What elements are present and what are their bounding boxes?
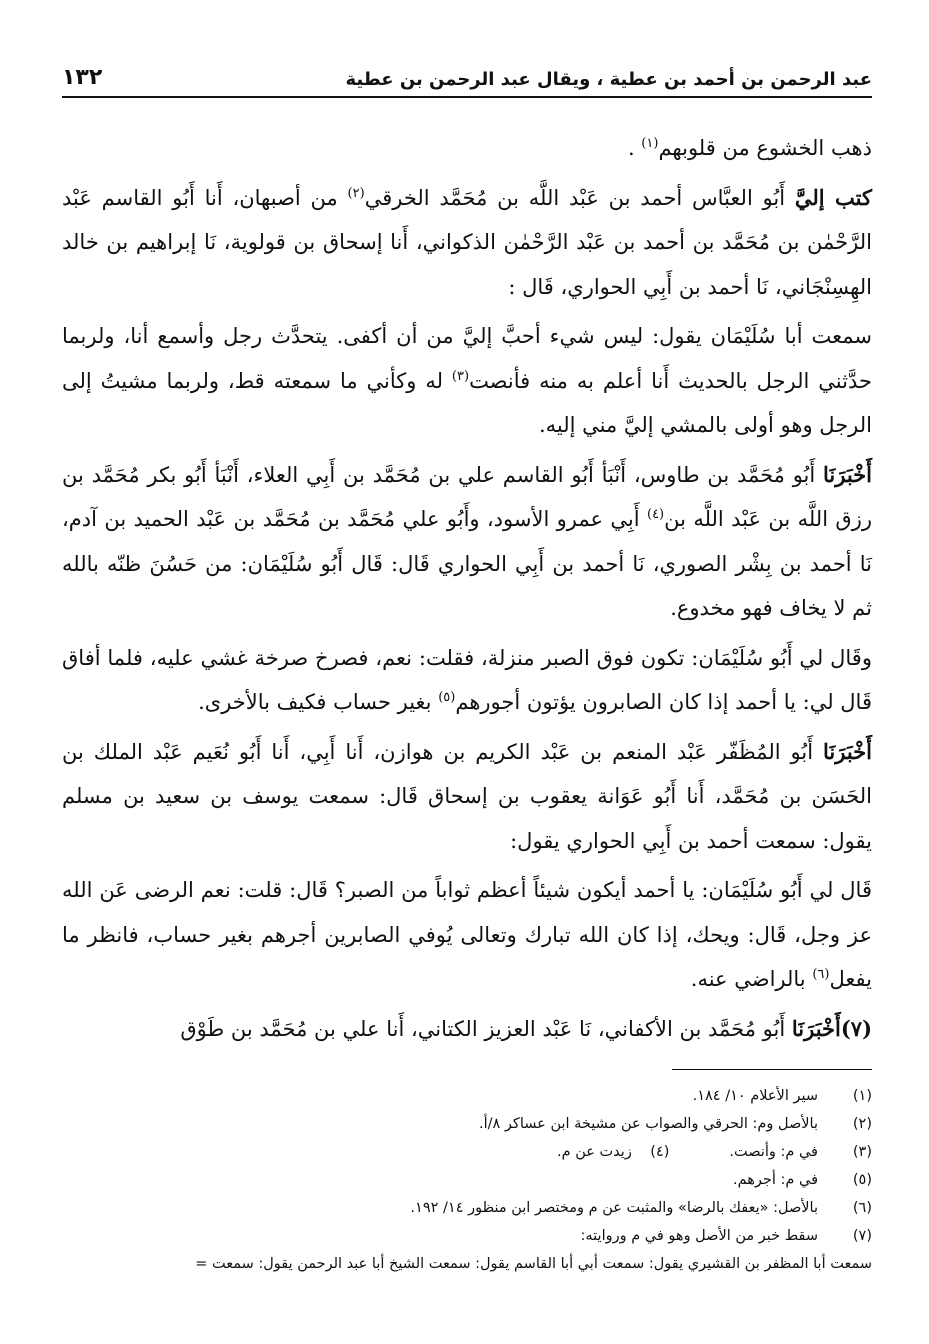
isnad-lead: أَخْبَرَنَا xyxy=(823,738,872,764)
paragraph: أَخْبَرَنَا أَبُو المُظَفّر عَبْد المنعم بن عَبْد الكريم بن هوازن، أَنا أَبِي، أَنا أَبُو نُعَيم عَبْد الملك بن الحَسَن بن مُحَمَّد، أَنا أَبُو عَوَانة يعقوب بن إسحاق قَال: سمعت يوسف بن سعيد بن مسلم يقول: سمعت أحمد بن أَبِي الحواري يقول: xyxy=(62,738,872,853)
footnote: (٢) بالأصل وم: الحرقي والصواب عن مشيخة ابن عساكر ٨/أ. xyxy=(478,1116,872,1132)
paragraph: سمعت أبا سُلَيْمَان يقول: ليس شيء أحبَّ إليَّ من أن أكفى. يتحدَّث رجل وأسمع أنا، ولربما حدَّثني الرجل بالحديث أَنا أعلم به منه فأنصت$^{(٣)}$ له وكأني ما سمعته قط، ولربما مشيتُ إلى الرجل وهو أولى بالمشي إليَّ مني إليه. xyxy=(62,324,872,437)
main-text xyxy=(62,126,872,1051)
paragraph: كتب إليَّ أَبُو العبَّاس أحمد بن عَبْد اللَّه بن مُحَمَّد الخرقي$^{(٢)}$ من أصبهان، أَنا أَبُو القاسم عَبْد الرَّحْمٰن بن مُحَمَّد بن أحمد بن عَبْد الرَّحْمٰن الذكواني، أَنا إسحاق بن قولوية، نَا إبراهيم بن خالد الهِسِنْجَاني، نَا أحمد بن أَبِي الحواري، قَال : xyxy=(62,184,872,299)
page xyxy=(62,40,872,1278)
footnote: (٥) في م: أجرهم. xyxy=(733,1172,872,1188)
paragraph: (٧)أَخْبَرَنَا أَبُو مُحَمَّد بن الأكفاني، نَا عَبْد العزيز الكتاني، أَنا علي بن مُحَمَّد بن طَوْق xyxy=(180,1015,872,1041)
paragraph: ذهب الخشوع من قلوبهم$^{(١)}$ . xyxy=(627,136,872,160)
footnote-ref: (٦) xyxy=(812,967,830,982)
footnote-ref: (٢) xyxy=(347,185,365,201)
paragraph: أَخْبَرَنَا أَبُو مُحَمَّد بن طاوس، أَنْبَأ أَبُو القاسم علي بن مُحَمَّد بن أَبِي العلاء، أَنْبَأ أَبُو بكر مُحَمَّد بن رزق اللَّه بن عَبْد اللَّه بن$^{(٤)}$ أَبِي عمرو الأسود، وأَبُو علي مُحَمَّد بن مُحَمَّد بن عَبْد الحميد بن آدم، نَا أحمد بن بِشْر الصوري، نَا أحمد بن أَبِي الحواري قَال: قَال أَبُو سُلَيْمَان: من حَسُنَ ظنّه بالله ثم لا يخاف فهو مخدوع. xyxy=(62,461,872,620)
isnad-lead: أَخْبَرَنَا xyxy=(823,461,872,487)
footnote: (٣) في م: وأنصت. (٤) زيدت عن م. xyxy=(557,1144,872,1160)
footnotes xyxy=(62,1082,872,1278)
footnote-continuation: سمعت أبا المظفر بن القشيري يقول: سمعت أبي أبا القاسم يقول: سمعت الشيخ أبا عبد الرحمن يقول: سمعت = xyxy=(195,1256,872,1272)
footnote: (٦) بالأصل: «يعفك بالرضا» والمثبت عن م ومختصر ابن منظور ١٤/ ١٩٢. xyxy=(410,1200,872,1216)
paragraph: وقَال لي أَبُو سُلَيْمَان: تكون فوق الصبر منزلة، فقلت: نعم، فصرخ صرخة غشي عليه، فلما أفاق قَال لي: يا أحمد إذا كان الصابرون يؤتون أجورهم$^{(٥)}$ بغير حساب فكيف بالأخرى. xyxy=(62,645,872,714)
footnote-ref: (٥) xyxy=(438,690,456,705)
page-header xyxy=(62,40,872,98)
footnote-divider xyxy=(672,1069,872,1070)
footnote-ref: (٤) xyxy=(646,507,665,522)
footnote: (٧) سقط خبر من الأصل وهو في م وروايته: xyxy=(580,1228,872,1244)
footnote: (١) سير الأعلام ١٠/ ١٨٤. xyxy=(692,1088,872,1104)
running-title: عبد الرحمن بن أحمد بن عطية ، ويقال عبد الرحمن بن عطية xyxy=(345,69,872,90)
page-number: ١٣٢ xyxy=(62,65,103,90)
isnad-lead: كتب إليَّ xyxy=(794,184,872,210)
paragraph: قَال لي أَبُو سُلَيْمَان: يا أحمد أيكون شيئاً أعظم ثواباً من الصبر؟ قَال: قلت: نعم الرضى عَن الله عز وجل، قَال: ويحك، إذا كان الله تبارك وتعالى يُوفي الصابرين أجرهم بغير حساب، فانظر ما يفعل$^{(٦)}$ بالراضي عنه. xyxy=(62,878,872,991)
footnote-ref: (٣) xyxy=(451,368,470,384)
isnad-lead: (٧)أَخْبَرَنَا xyxy=(791,1015,872,1041)
footnote-ref: (١) xyxy=(641,136,659,151)
